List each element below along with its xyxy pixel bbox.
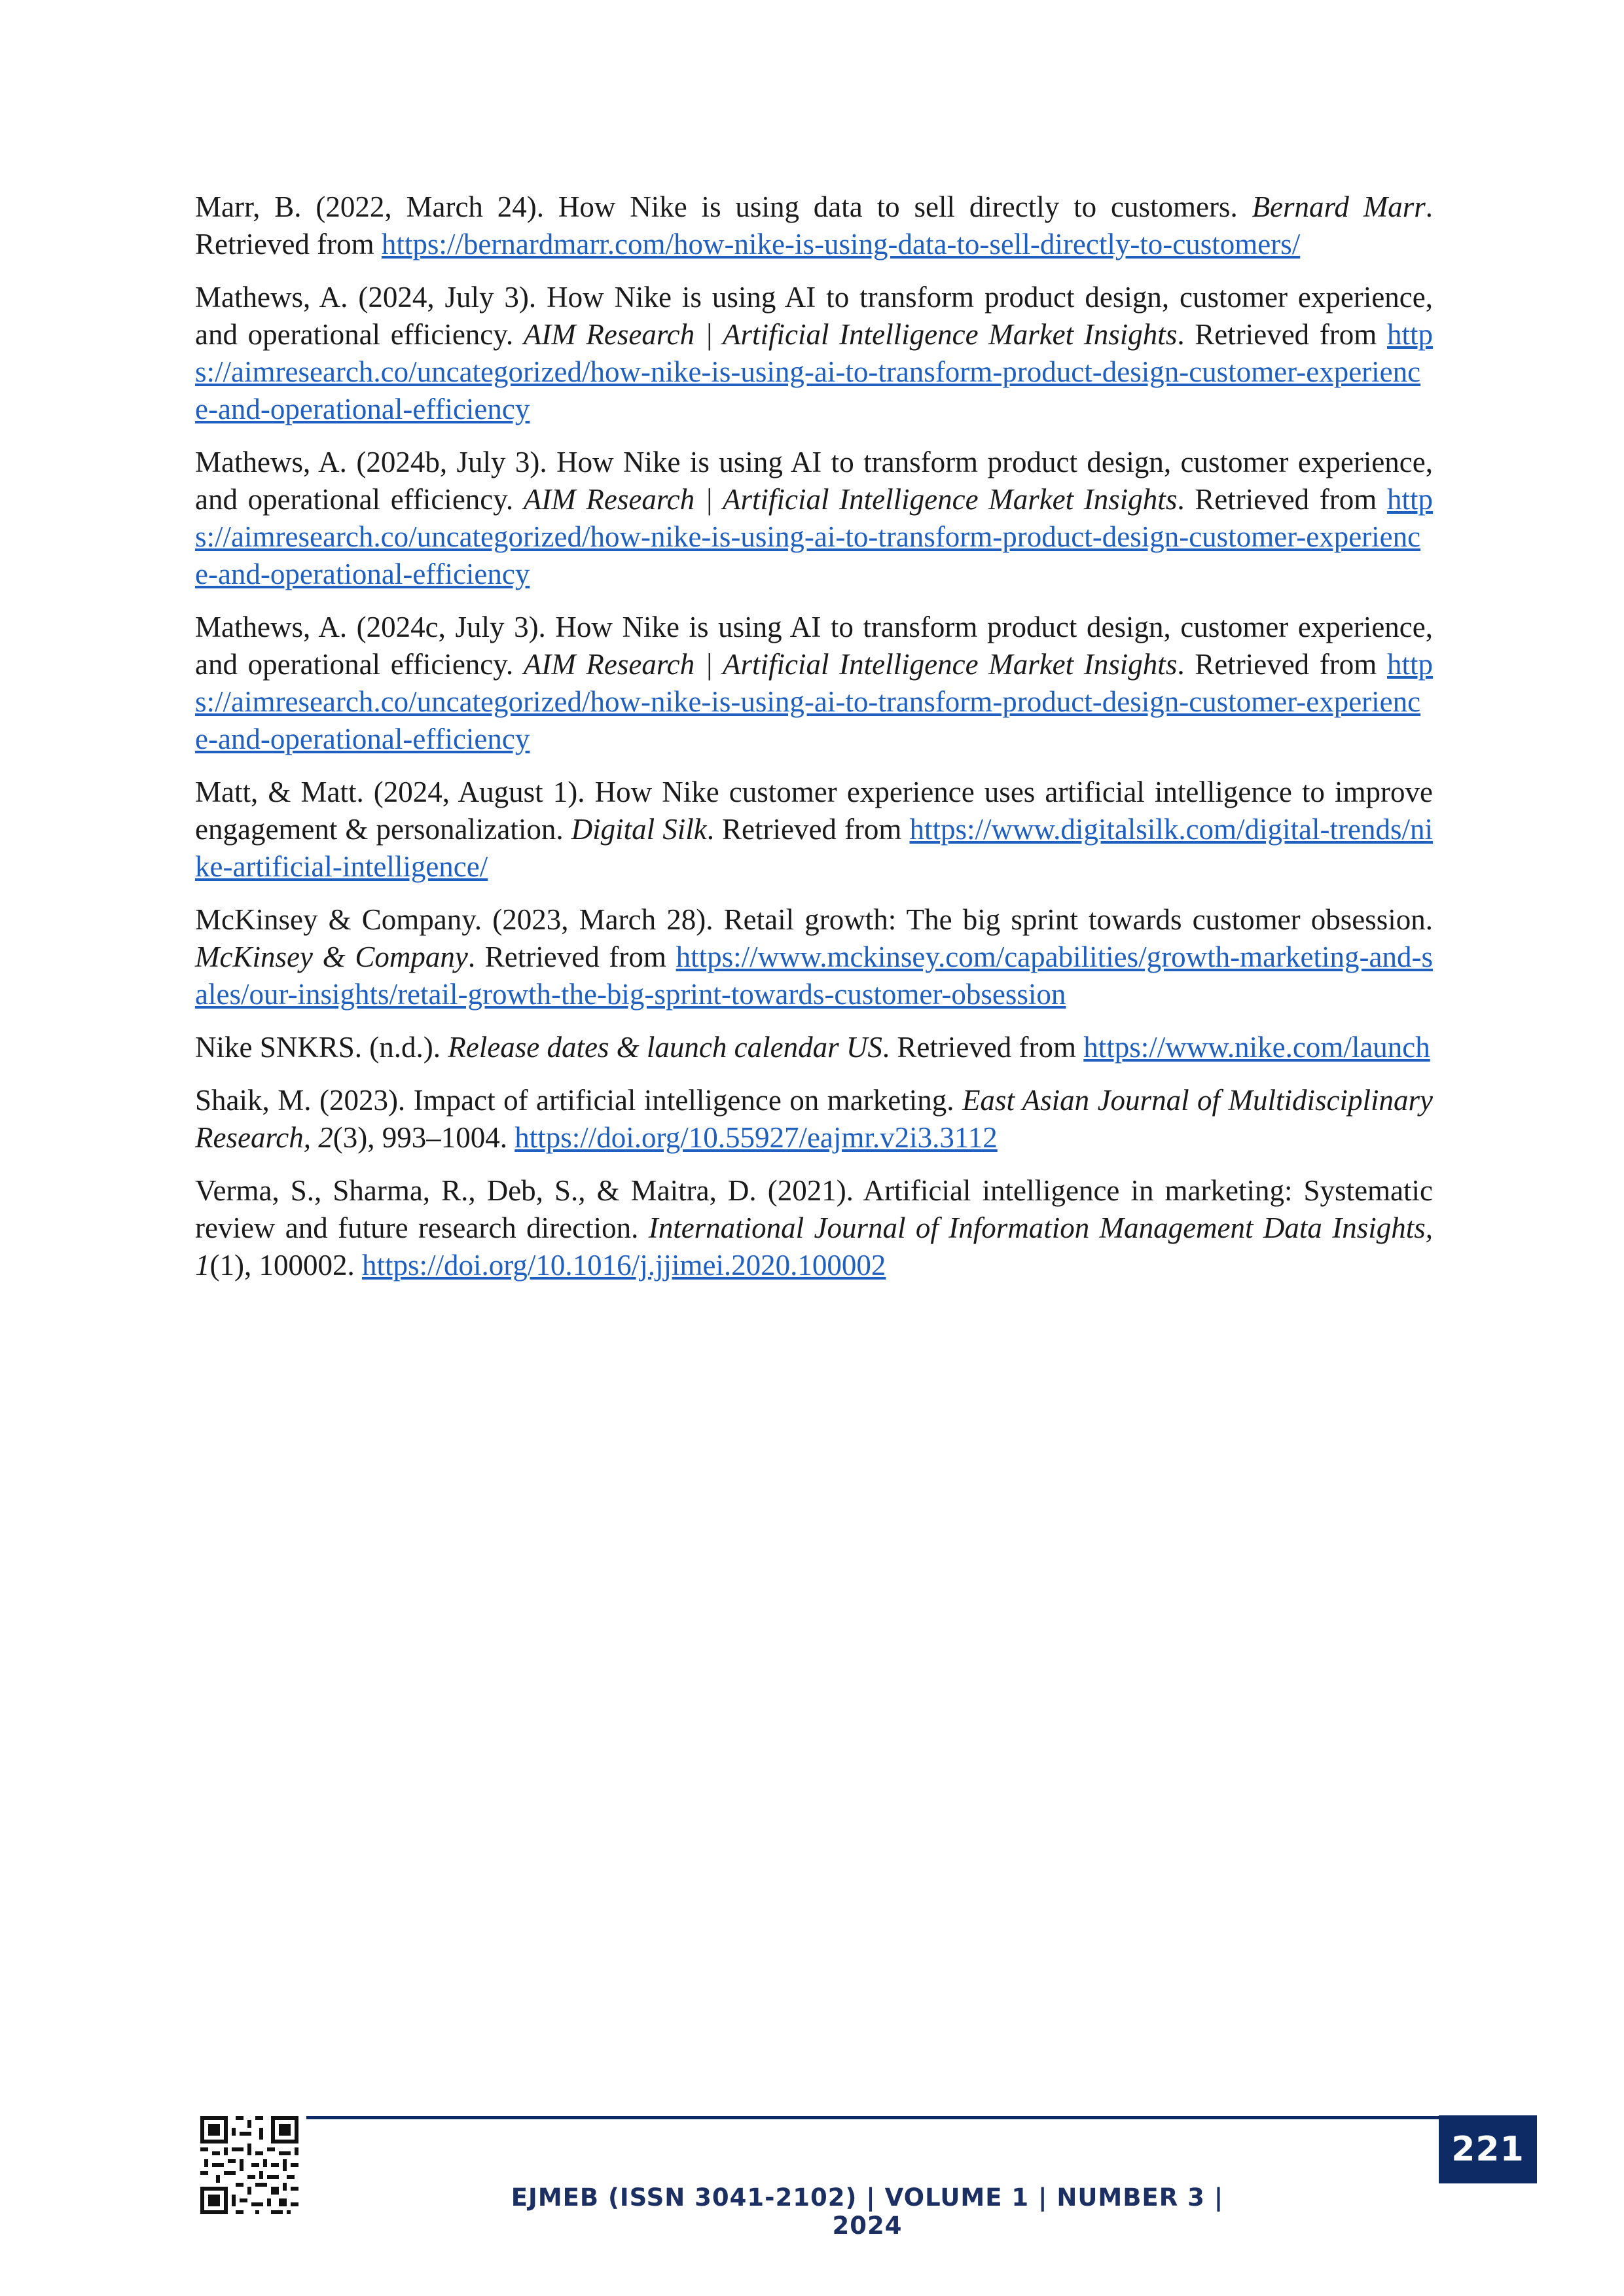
reference-text: (1), 100002.: [209, 1249, 362, 1282]
reference-source: AIM Research | Artificial Intelligence Market Insights: [523, 648, 1178, 681]
reference-source: AIM Research | Artificial Intelligence Market Insights: [523, 483, 1178, 516]
reference-entry: [195, 609, 1433, 758]
reference-entry: [195, 188, 1433, 263]
reference-entry: [195, 901, 1433, 1013]
reference-text: Mathews, A. (2024, July 3). How Nike is using AI to transform product design, customer experience, and operational efficiency.: [195, 281, 1433, 351]
reference-entry: [195, 279, 1433, 428]
reference-text: Mathews, A. (2024c, July 3). How Nike is using AI to transform product design, customer experience, and operational efficiency.: [195, 611, 1433, 681]
reference-source: Bernard Marr: [1252, 190, 1426, 223]
reference-text: Verma, S., Sharma, R., Deb, S., & Maitra, D. (2021). Artificial intelligence in marketing: Systematic review and future research direction.: [195, 1174, 1433, 1244]
reference-text: . Retrieved from: [706, 813, 910, 846]
reference-text: . Retrieved from: [1177, 318, 1387, 351]
reference-text: . Retrieved from: [882, 1031, 1084, 1064]
reference-source: McKinsey & Company: [195, 941, 468, 973]
reference-link[interactable]: https://aimresearch.co/uncategorized/how-nike-is-using-ai-to-transform-product-design-customer-experience-and-operational-efficiency: [195, 318, 1433, 425]
reference-link[interactable]: https://www.digitalsilk.com/digital-trends/nike-artificial-intelligence/: [195, 813, 1433, 883]
reference-link[interactable]: https://www.mckinsey.com/capabilities/growth-marketing-and-sales/our-insights/retail-growth-the-big-sprint-towards-customer-obsession: [195, 941, 1433, 1011]
reference-entry: [195, 1172, 1433, 1284]
reference-link[interactable]: https://bernardmarr.com/how-nike-is-using-data-to-sell-directly-to-customers/: [381, 228, 1301, 260]
reference-list: [195, 188, 1433, 1300]
reference-entry: [195, 1029, 1433, 1066]
reference-link[interactable]: https://doi.org/10.1016/j.jjimei.2020.100002: [361, 1249, 886, 1282]
reference-source: International Journal of Information Management Data Insights, 1: [195, 1211, 1434, 1282]
footer-rule: [306, 2116, 1439, 2119]
reference-text: . Retrieved from: [467, 941, 676, 973]
page-number-badge: [1439, 2115, 1537, 2183]
reference-entry: [195, 444, 1433, 593]
reference-source: Release dates & launch calendar US: [448, 1031, 882, 1064]
reference-entry: [195, 774, 1433, 886]
reference-link[interactable]: https://doi.org/10.55927/eajmr.v2i3.3112: [514, 1121, 998, 1154]
reference-text: (3), 993–1004.: [333, 1121, 515, 1154]
reference-text: Matt, & Matt. (2024, August 1). How Nike customer experience uses artificial intelligence to improve engagement & personalization.: [195, 776, 1433, 846]
page-number: 221: [1451, 2130, 1525, 2169]
reference-text: Shaik, M. (2023). Impact of artificial intelligence on marketing.: [195, 1084, 962, 1117]
reference-text: Marr, B. (2022, March 24). How Nike is using data to sell directly to customers.: [195, 190, 1252, 223]
reference-link[interactable]: https://aimresearch.co/uncategorized/how-nike-is-using-ai-to-transform-product-design-customer-experience-and-operational-efficiency: [195, 648, 1433, 755]
reference-text: Mathews, A. (2024b, July 3). How Nike is using AI to transform product design, customer experience, and operational efficiency.: [195, 446, 1433, 516]
journal-footer: EJMEB (ISSN 3041-2102) | VOLUME 1 | NUMBER 3 | 2024: [511, 2183, 1224, 2240]
reference-text: McKinsey & Company. (2023, March 28). Retail growth: The big sprint towards customer obsession.: [195, 903, 1433, 936]
reference-text: . Retrieved from: [195, 190, 1433, 260]
reference-entry: [195, 1082, 1433, 1157]
reference-source: Digital Silk: [571, 813, 707, 846]
reference-link[interactable]: https://www.nike.com/launch: [1083, 1031, 1430, 1064]
reference-text: . Retrieved from: [1177, 483, 1387, 516]
reference-source: East Asian Journal of Multidisciplinary Research, 2: [195, 1084, 1433, 1154]
qr-code-icon[interactable]: [200, 2116, 298, 2214]
reference-text: Nike SNKRS. (n.d.).: [195, 1031, 448, 1064]
reference-source: AIM Research | Artificial Intelligence Market Insights: [523, 318, 1178, 351]
reference-text: . Retrieved from: [1177, 648, 1387, 681]
reference-link[interactable]: https://aimresearch.co/uncategorized/how-nike-is-using-ai-to-transform-product-design-customer-experience-and-operational-efficiency: [195, 483, 1433, 590]
